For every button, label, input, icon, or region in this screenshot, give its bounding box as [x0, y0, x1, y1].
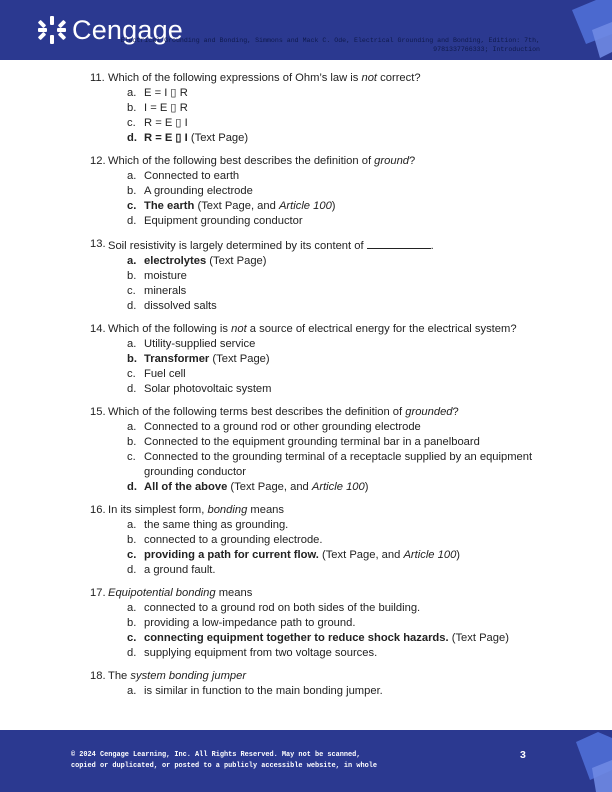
- answer-option: [127, 352, 560, 367]
- answer-option: [127, 480, 560, 495]
- text-run: (Text Page): [206, 255, 267, 267]
- answer-option: [127, 299, 560, 314]
- text-run: (Text Page, and: [194, 200, 279, 212]
- text-run: providing a path for current flow.: [144, 549, 319, 561]
- question-text: [108, 503, 560, 518]
- option-text: [144, 199, 560, 214]
- option-text: [144, 420, 560, 435]
- option-text: [144, 169, 560, 184]
- option-letter: c.: [127, 200, 137, 212]
- citation-line-1: Electrical Grounding and Bonding, Simmons and Mack C. Ode, Electrical Grounding and Bonding, Edition: 7th,: [120, 37, 540, 44]
- option-letter: c.: [127, 632, 137, 644]
- text-run: connected to a ground rod on both sides of the building.: [144, 602, 421, 614]
- text-run: moisture: [144, 270, 187, 282]
- cengage-logo-mark-icon: [36, 14, 68, 46]
- option-text: [144, 450, 560, 480]
- text-run: Article 100: [403, 549, 457, 561]
- question: [90, 322, 560, 397]
- option-text: [144, 631, 560, 646]
- question-number: 11.: [90, 72, 105, 84]
- option-letter: d.: [127, 132, 137, 144]
- answer-option: [127, 101, 560, 116]
- text-run: ): [331, 200, 336, 212]
- text-run: correct?: [377, 72, 421, 84]
- text-run: not: [361, 72, 378, 84]
- question-stem: [90, 503, 560, 518]
- corner-decoration-icon: [566, 0, 612, 60]
- text-run: dissolved salts: [144, 300, 217, 312]
- question-text: [108, 405, 560, 420]
- text-run: ground: [374, 155, 410, 167]
- text-run: connected to a grounding electrode.: [144, 534, 323, 546]
- text-run: Article 100: [278, 200, 332, 212]
- question: [90, 503, 560, 578]
- text-run: Soil resistivity is largely determined by its content of: [108, 240, 367, 252]
- text-run: A grounding electrode: [144, 185, 253, 197]
- question-stem: [90, 405, 560, 420]
- answer-option: [127, 646, 560, 661]
- question-list: [90, 71, 560, 707]
- text-run: Article 100: [311, 481, 365, 493]
- option-text: [144, 533, 560, 548]
- option-letter: b.: [127, 102, 137, 114]
- question-text: [108, 71, 560, 86]
- answer-option: [127, 684, 560, 699]
- option-letter: b.: [127, 185, 137, 197]
- question: [90, 71, 560, 146]
- text-run: Equipment grounding conductor: [144, 215, 303, 227]
- question-number: 17.: [90, 587, 106, 599]
- question: [90, 154, 560, 229]
- option-letter: b.: [127, 270, 137, 282]
- option-text: [144, 116, 560, 131]
- text-run: Connected to the equipment grounding terminal bar in a panelboard: [144, 436, 480, 448]
- text-run: ?: [452, 406, 459, 418]
- citation: [70, 37, 540, 54]
- answer-option: [127, 169, 560, 184]
- answer-option: [127, 616, 560, 631]
- option-text: [144, 214, 560, 229]
- question-text: [108, 322, 560, 337]
- option-letter: c.: [127, 368, 136, 380]
- question-number: 13.: [90, 238, 106, 250]
- copyright-notice: [71, 750, 377, 772]
- text-run: connecting equipment together to reduce shock hazards.: [144, 632, 449, 644]
- option-text: [144, 382, 560, 397]
- question-stem: [90, 322, 560, 337]
- text-run: Connected to earth: [144, 170, 240, 182]
- text-run: a ground fault.: [144, 564, 216, 576]
- text-run: R = E ▯ I: [144, 117, 188, 129]
- option-letter: a.: [127, 338, 137, 350]
- text-run: Utility-supplied service: [144, 338, 256, 350]
- text-run: grounded: [405, 406, 453, 418]
- option-letter: a.: [127, 255, 137, 267]
- text-run: means: [247, 504, 284, 516]
- text-run: (Text Page): [187, 132, 249, 144]
- answer-blank: [367, 237, 431, 249]
- question-stem: [90, 154, 560, 169]
- question-stem: [90, 71, 560, 86]
- text-run: minerals: [144, 285, 187, 297]
- option-letter: b.: [127, 353, 137, 365]
- text-run: is similar in function to the main bonding jumper.: [144, 685, 383, 697]
- question-stem: [90, 669, 560, 684]
- option-text: [144, 269, 560, 284]
- question-stem: [90, 237, 560, 254]
- text-run: ): [456, 549, 461, 561]
- option-text: [144, 284, 560, 299]
- answer-option: [127, 382, 560, 397]
- option-letter: d.: [127, 215, 137, 227]
- answer-option: [127, 131, 560, 146]
- text-run: a source of electrical energy for the electrical system?: [246, 323, 517, 335]
- text-run: Which of the following is: [108, 323, 232, 335]
- copyright-line-2: copied or duplicated, or posted to a publicly accessible website, in whole: [71, 762, 377, 770]
- answer-option: [127, 284, 560, 299]
- option-text: [144, 480, 560, 495]
- option-letter: a.: [127, 685, 137, 697]
- text-run: means: [215, 587, 253, 599]
- answer-option: [127, 631, 560, 646]
- text-run: Which of the following expressions of Ohm’s law is: [108, 72, 362, 84]
- answer-option: [127, 269, 560, 284]
- page-number: 3: [520, 749, 526, 761]
- option-letter: d.: [127, 300, 137, 312]
- option-letter: b.: [127, 436, 137, 448]
- option-letter: a.: [127, 602, 137, 614]
- option-letter: a.: [127, 519, 137, 531]
- text-run: (Text Page): [448, 632, 509, 644]
- answer-option: [127, 601, 560, 616]
- text-run: All of the above: [144, 481, 228, 493]
- answer-option: [127, 450, 560, 480]
- option-text: [144, 518, 560, 533]
- option-text: [144, 184, 560, 199]
- option-text: [144, 367, 560, 382]
- text-run: the same thing as grounding.: [144, 519, 289, 531]
- option-text: [144, 131, 560, 146]
- text-run: system bonding jumper: [130, 670, 247, 682]
- text-run: Fuel cell: [144, 368, 186, 380]
- answer-option: [127, 184, 560, 199]
- question: [90, 669, 560, 699]
- text-run: providing a low-impedance path to ground.: [144, 617, 356, 629]
- text-run: The: [108, 670, 131, 682]
- option-text: [144, 435, 560, 450]
- option-letter: b.: [127, 617, 137, 629]
- option-letter: d.: [127, 481, 137, 493]
- question: [90, 237, 560, 314]
- option-text: [144, 601, 560, 616]
- page-footer: [0, 730, 612, 792]
- option-text: [144, 86, 560, 101]
- option-letter: a.: [127, 421, 137, 433]
- text-run: ?: [409, 155, 416, 167]
- option-text: [144, 352, 560, 367]
- text-run: In its simplest form,: [108, 504, 208, 516]
- text-run: bonding: [207, 504, 248, 516]
- answer-option: [127, 518, 560, 533]
- option-letter: c.: [127, 549, 137, 561]
- answer-option: [127, 86, 560, 101]
- option-letter: d.: [127, 383, 137, 395]
- question-text: [108, 669, 560, 684]
- option-letter: d.: [127, 564, 137, 576]
- option-letter: d.: [127, 647, 137, 659]
- question-number: 12.: [90, 155, 106, 167]
- option-text: [144, 299, 560, 314]
- text-run: Connected to a ground rod or other grounding electrode: [144, 421, 421, 433]
- answer-option: [127, 254, 560, 269]
- text-run: Which of the following best describes the definition of: [108, 155, 375, 167]
- question-text: [108, 586, 560, 601]
- option-text: [144, 254, 560, 269]
- question-text: [108, 237, 560, 254]
- option-text: [144, 684, 560, 699]
- text-run: (Text Page, and: [227, 481, 312, 493]
- text-run: Equipotential bonding: [108, 587, 216, 599]
- answer-option: [127, 533, 560, 548]
- answer-option: [127, 563, 560, 578]
- question-stem: [90, 586, 560, 601]
- option-letter: c.: [127, 117, 136, 129]
- question-number: 18.: [90, 670, 106, 682]
- page-header: [0, 0, 612, 60]
- answer-option: [127, 548, 560, 563]
- answer-option: [127, 367, 560, 382]
- option-text: [144, 563, 560, 578]
- answer-option: [127, 420, 560, 435]
- option-letter: c.: [127, 285, 136, 297]
- question: [90, 405, 560, 495]
- corner-decoration-icon: [568, 730, 612, 792]
- option-letter: a.: [127, 170, 137, 182]
- text-run: Transformer: [144, 353, 210, 365]
- text-run: supplying equipment from two voltage sources.: [144, 647, 378, 659]
- question: [90, 586, 560, 661]
- option-letter: b.: [127, 534, 137, 546]
- citation-line-2: 9781337766333; Introduction: [433, 45, 540, 53]
- option-letter: a.: [127, 87, 137, 99]
- text-run: (Text Page, and: [318, 549, 404, 561]
- answer-option: [127, 214, 560, 229]
- text-run: not: [231, 323, 247, 335]
- option-letter: c.: [127, 451, 136, 463]
- text-run: .: [430, 240, 434, 252]
- option-text: [144, 548, 560, 563]
- answer-option: [127, 337, 560, 352]
- text-run: ): [364, 481, 369, 493]
- text-run: The earth: [144, 200, 195, 212]
- question-number: 16.: [90, 504, 106, 516]
- text-run: Solar photovoltaic system: [144, 383, 272, 395]
- text-run: electrolytes: [144, 255, 207, 267]
- question-text: [108, 154, 560, 169]
- text-run: I = E ▯ R: [144, 102, 188, 114]
- text-run: R = E ▯ I: [144, 132, 188, 144]
- question-number: 15.: [90, 406, 106, 418]
- answer-option: [127, 199, 560, 214]
- option-text: [144, 616, 560, 631]
- question-number: 14.: [90, 323, 106, 335]
- answer-option: [127, 435, 560, 450]
- logo-text: Cengage: [72, 14, 183, 45]
- option-text: [144, 101, 560, 116]
- option-text: [144, 337, 560, 352]
- text-run: (Text Page): [209, 353, 270, 365]
- copyright-line-1: © 2024 Cengage Learning, Inc. All Rights Reserved. May not be scanned,: [71, 751, 361, 759]
- text-run: E = I ▯ R: [144, 87, 188, 99]
- option-text: [144, 646, 560, 661]
- text-run: Connected to the grounding terminal of a receptacle supplied by an equipment grounding conductor: [144, 451, 533, 478]
- text-run: Which of the following terms best describes the definition of: [108, 406, 406, 418]
- answer-option: [127, 116, 560, 131]
